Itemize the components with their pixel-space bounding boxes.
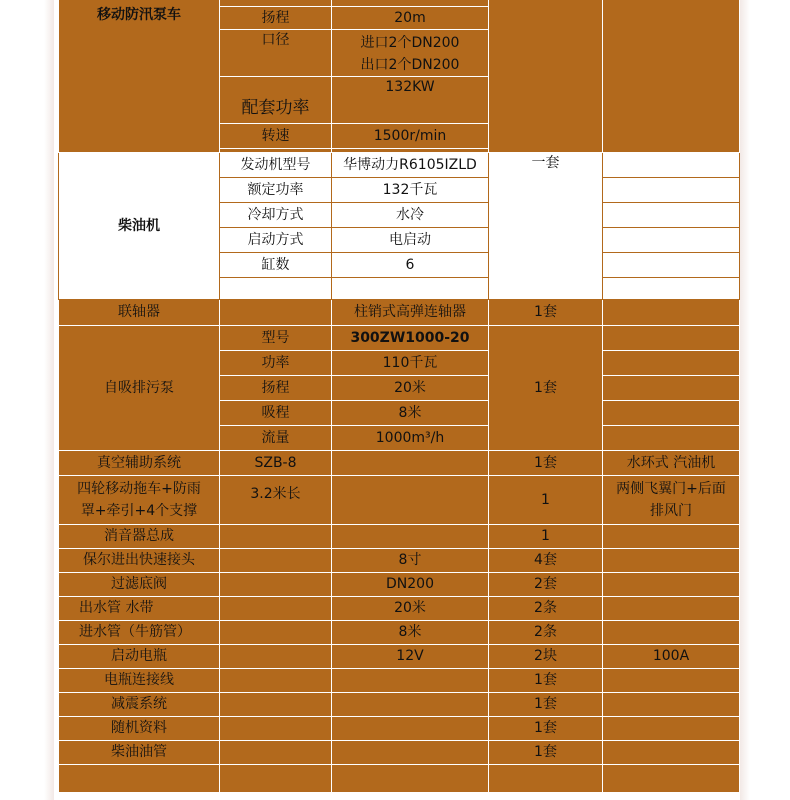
table-row <box>59 597 740 621</box>
trailer-name <box>59 476 220 525</box>
item-name: 消音器总成 <box>59 525 220 549</box>
pump-name: 移动防汛泵车 <box>59 0 220 153</box>
diesel-param-value: 水冷 <box>332 203 489 228</box>
trailer-name-line1: 四轮移动拖车+防雨 <box>77 481 201 497</box>
item-value: 8米 <box>332 621 489 645</box>
item-quantity: 1套 <box>489 669 603 693</box>
sewage-param-value: 8米 <box>332 401 489 426</box>
table-row <box>59 645 740 669</box>
diesel-param-label: 冷却方式 <box>220 203 332 228</box>
right-page-edge <box>740 0 750 800</box>
table-row <box>59 476 740 525</box>
item-value <box>332 669 489 693</box>
item-value <box>332 741 489 765</box>
coupling-name: 联轴器 <box>59 300 220 326</box>
item-quantity: 1套 <box>489 741 603 765</box>
table-row <box>59 525 740 549</box>
item-note <box>603 549 740 573</box>
item-name: 电瓶连接线 <box>59 669 220 693</box>
pump-head-value: 20m <box>332 7 489 30</box>
diesel-param-value: 132千瓦 <box>332 178 489 203</box>
table-row <box>59 326 740 351</box>
diesel-param-label: 额定功率 <box>220 178 332 203</box>
item-name: 出水管 水带 <box>59 597 220 621</box>
item-name: 柴油油管 <box>59 741 220 765</box>
table-row <box>59 573 740 597</box>
trailer-name-line2: 罩+牵引+4个支撑 <box>80 503 198 519</box>
trailer-note <box>603 476 740 525</box>
item-name: 保尔进出快速接头 <box>59 549 220 573</box>
sewage-param-label: 型号 <box>220 326 332 351</box>
item-note <box>603 621 740 645</box>
table-row <box>59 451 740 476</box>
pump-power-value: 132KW <box>332 77 489 124</box>
pump-bore-label: 口径 <box>220 30 332 77</box>
diesel-param-value: 华博动力R6105IZLD <box>332 153 489 178</box>
table-row <box>59 300 740 326</box>
table-row <box>59 549 740 573</box>
pump-power-label: 配套功率 <box>220 77 332 124</box>
sewage-param-value: 20米 <box>332 376 489 401</box>
table-row <box>59 153 740 178</box>
diesel-param-label: 缸数 <box>220 253 332 278</box>
trailer-note-line2: 排风门 <box>650 503 692 519</box>
equipment-spec-table <box>58 0 740 793</box>
item-quantity: 2套 <box>489 573 603 597</box>
sewage-param-label: 扬程 <box>220 376 332 401</box>
item-quantity: 2条 <box>489 621 603 645</box>
sewage-param-value: 110千瓦 <box>332 351 489 376</box>
item-value: DN200 <box>332 573 489 597</box>
item-note: 100A <box>603 645 740 669</box>
vacuum-note: 水环式 汽油机 <box>603 451 740 476</box>
item-note <box>603 717 740 741</box>
trailer-length: 3.2米长 <box>220 476 332 525</box>
vacuum-model: SZB-8 <box>220 451 332 476</box>
sewage-param-label: 吸程 <box>220 401 332 426</box>
item-quantity: 1套 <box>489 693 603 717</box>
item-note <box>603 669 740 693</box>
table-row <box>59 669 740 693</box>
item-note <box>603 573 740 597</box>
item-name: 随机资料 <box>59 717 220 741</box>
pump-speed-value: 1500r/min <box>332 124 489 149</box>
item-value: 20米 <box>332 597 489 621</box>
sewage-param-value: 1000m³/h <box>332 426 489 451</box>
item-name: 过滤底阀 <box>59 573 220 597</box>
item-note <box>603 597 740 621</box>
item-note <box>603 693 740 717</box>
item-quantity: 4套 <box>489 549 603 573</box>
table-row <box>59 717 740 741</box>
trailer-quantity: 1 <box>489 476 603 525</box>
item-quantity: 1套 <box>489 717 603 741</box>
item-name: 启动电瓶 <box>59 645 220 669</box>
item-note <box>603 525 740 549</box>
sewage-param-label: 功率 <box>220 351 332 376</box>
sewage-param-label: 流量 <box>220 426 332 451</box>
pump-bore-outlet: 出口2个DN200 <box>360 57 460 73</box>
item-quantity: 2块 <box>489 645 603 669</box>
item-value: 8寸 <box>332 549 489 573</box>
left-page-edge <box>44 0 54 800</box>
coupling-quantity: 1套 <box>489 300 603 326</box>
item-note <box>603 741 740 765</box>
table-row <box>59 765 740 793</box>
item-name: 进水管（牛筋管） <box>59 621 220 645</box>
vacuum-quantity: 1套 <box>489 451 603 476</box>
item-quantity: 2条 <box>489 597 603 621</box>
pump-bore-inlet: 进口2个DN200 <box>360 35 460 51</box>
diesel-name: 柴油机 <box>59 153 220 300</box>
coupling-value: 柱销式高弹连轴器 <box>332 300 489 326</box>
table-row <box>59 741 740 765</box>
diesel-param-label: 发动机型号 <box>220 153 332 178</box>
item-name: 减震系统 <box>59 693 220 717</box>
pump-speed-label: 转速 <box>220 124 332 149</box>
diesel-quantity: 一套 <box>489 153 603 300</box>
item-value <box>332 717 489 741</box>
diesel-param-value: 6 <box>332 253 489 278</box>
vacuum-name: 真空辅助系统 <box>59 451 220 476</box>
pump-bore-value <box>332 30 489 77</box>
sewage-param-value: 300ZW1000-20 <box>332 326 489 351</box>
table-row <box>59 621 740 645</box>
item-value <box>332 693 489 717</box>
item-value: 12V <box>332 645 489 669</box>
trailer-note-line1: 两侧飞翼门+后面 <box>616 481 726 497</box>
sewage-pump-quantity: 1套 <box>489 326 603 451</box>
sewage-pump-name: 自吸排污泵 <box>59 326 220 451</box>
table-row <box>59 693 740 717</box>
item-value <box>332 525 489 549</box>
diesel-param-value: 电启动 <box>332 228 489 253</box>
pump-head-label: 扬程 <box>220 7 332 30</box>
diesel-param-label: 启动方式 <box>220 228 332 253</box>
item-quantity: 1 <box>489 525 603 549</box>
